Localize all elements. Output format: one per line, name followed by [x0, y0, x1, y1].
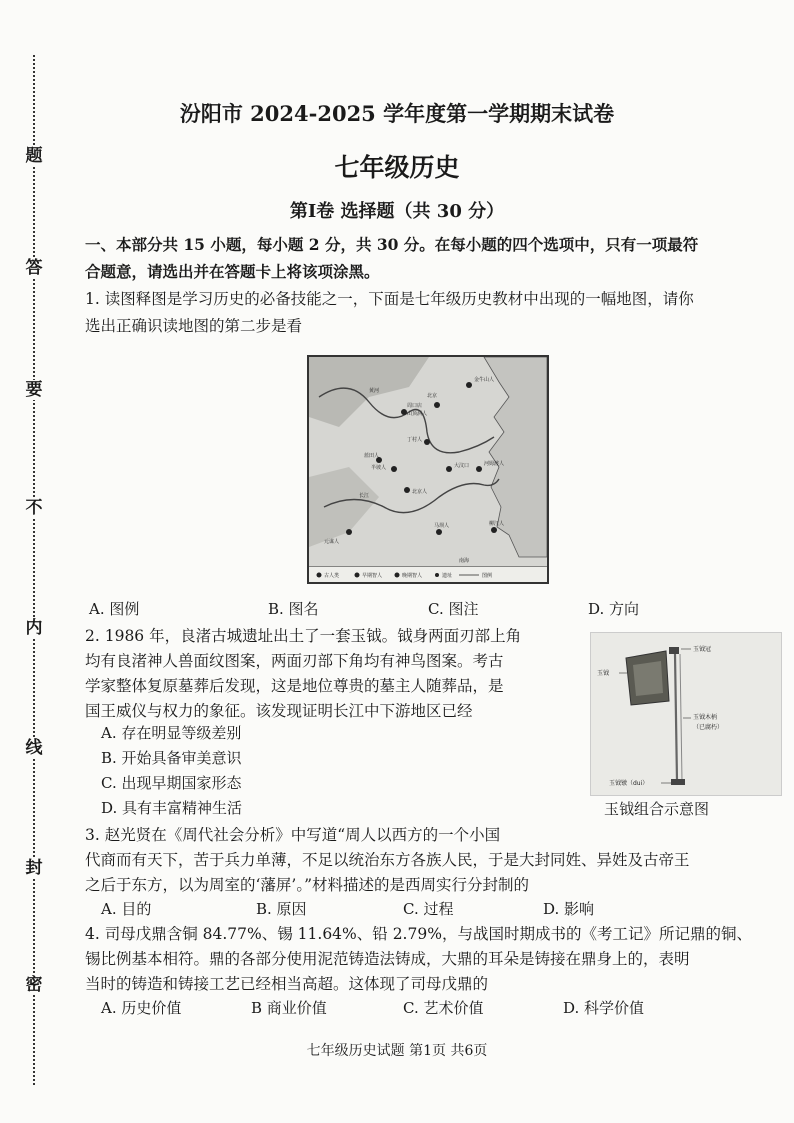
map-label: 山顶洞人	[407, 411, 428, 417]
question-2-option-b: B. 开始具备审美意识	[101, 749, 242, 767]
map-label: 北京人	[412, 489, 428, 495]
map-label: 马坝人	[434, 523, 450, 529]
section-title: 第Ⅰ卷 选择题（共 30 分）	[289, 201, 505, 222]
question-3-text: 3. 赵光贤在《周代社会分析》中写道“周人以西方的一个小国	[85, 826, 501, 844]
map-label: 丁村人	[407, 437, 423, 443]
question-2-option-a: A. 存在明显等级差别	[101, 724, 242, 742]
seal-char: 题	[25, 146, 43, 166]
question-2-text: 均有良渚神人兽面纹图案，两面刃部下角均有神鸟图案。考古	[85, 652, 504, 670]
question-2-text: 国王威仪与权力的象征。该发现证明长江中下游地区已经	[85, 702, 473, 720]
map-label: 蓝田人	[364, 453, 380, 459]
question-4-text: 当时的铸造和铸接工艺已经相当高超。这体现了司母戊鼎的	[85, 975, 489, 993]
question-1-text: 1. 读图释图是学习历史的必备技能之一，下面是七年级历史教材中出现的一幅地图，请你	[85, 290, 694, 308]
figure-label: （已腐朽）	[693, 724, 724, 731]
question-1-option-a: A. 图例	[89, 600, 140, 618]
jade-axe-illustration	[591, 633, 781, 795]
instructions-line: 合题意，请选出并在答题卡上将该项涂黑。	[85, 262, 380, 281]
figure-label: 玉钺镦（dui）	[609, 780, 649, 787]
figure-label: 玉钺	[597, 670, 610, 677]
map-label: 周口店	[407, 403, 423, 409]
map-legend-item: 晚期智人	[402, 573, 423, 579]
question-2-option-d: D. 具有丰富精神生活	[101, 799, 243, 817]
question-3-option-b: B. 原因	[256, 900, 307, 918]
question-3-option-c: C. 过程	[403, 900, 454, 918]
question-3-text: 代商而有天下，苦于兵力单薄，不足以统治东方各族人民，于是大封同姓、异姓及古帝王	[85, 851, 690, 869]
question-2-text: 学家整体复原墓葬后发现，这是地位尊贵的墓主人随葬品，是	[85, 677, 504, 695]
jade-axe-figure	[590, 632, 782, 796]
figure-label: 玉钺木柄	[693, 714, 718, 721]
question-4-option-a: A. 历史价值	[101, 999, 182, 1017]
map-illustration	[309, 357, 547, 582]
map-label: 半坡人	[371, 465, 387, 471]
question-3-option-a: A. 目的	[101, 900, 152, 918]
instructions-line: 一、本部分共 15 小题，每小题 2 分，共 30 分。在每小题的四个选项中，只有一项最符	[85, 235, 699, 254]
question-4-option-b: B 商业价值	[251, 999, 327, 1017]
map-label: 北京	[427, 393, 438, 399]
map-label: 南海	[459, 558, 470, 564]
figure-label: 玉钺冠	[693, 646, 712, 653]
question-2-option-c: C. 出现早期国家形态	[101, 774, 242, 792]
page-footer: 七年级历史试题 第1页 共6页	[306, 1043, 488, 1059]
map-label: 黄河	[369, 388, 380, 394]
seal-char: 不	[25, 498, 43, 518]
seal-char: 要	[25, 380, 43, 400]
question-1-text: 选出正确识读地图的第二步是看	[85, 317, 303, 335]
map-label: 河姆渡人	[484, 461, 505, 467]
question-3-option-d: D. 影响	[543, 900, 595, 918]
question-4-text: 锡比例基本相符。鼎的各部分使用泥范铸造法铸成，大鼎的耳朵是铸接在鼎身上的，表明	[85, 950, 690, 968]
seal-char: 答	[25, 258, 43, 278]
map-label: 大汶口	[454, 463, 470, 469]
map-legend-item: 古人类	[324, 573, 340, 579]
question-1-option-c: C. 图注	[428, 600, 479, 618]
question-3-text: 之后于东方，以为周室的‘藩屏’。”材料描述的是西周实行分封制的	[85, 876, 530, 894]
map-legend-item: 早期智人	[362, 573, 383, 579]
question-4-option-d: D. 科学价值	[563, 999, 645, 1017]
map-legend-item: 图例	[482, 573, 493, 579]
seal-char: 密	[25, 975, 43, 995]
seal-char: 内	[25, 618, 43, 638]
seal-char: 封	[25, 858, 43, 878]
map-label: 长江	[359, 493, 370, 499]
figure-caption: 玉钺组合示意图	[604, 800, 710, 818]
question-4-text: 4. 司母戊鼎含铜 84.77%、锡 11.64%、铅 2.79%，与战国时期成书的《考工记》所记鼎的铜、	[85, 925, 752, 943]
seal-char: 线	[25, 738, 43, 758]
map-label: 柳江人	[489, 521, 505, 527]
map-label: 金牛山人	[474, 377, 495, 383]
map-figure	[307, 355, 549, 584]
map-label: 元谋人	[324, 539, 340, 545]
question-1-option-d: D. 方向	[588, 600, 640, 618]
exam-title: 汾阳市 2024-2025 学年度第一学期期末试卷	[179, 101, 615, 126]
question-2-text: 2. 1986 年，良渚古城遗址出土了一套玉钺。钺身两面刃部上角	[85, 627, 522, 645]
question-4-option-c: C. 艺术价值	[403, 999, 484, 1017]
question-1-option-b: B. 图名	[268, 600, 319, 618]
subject-title: 七年级历史	[334, 153, 460, 182]
map-legend-item: 遗址	[442, 573, 453, 579]
